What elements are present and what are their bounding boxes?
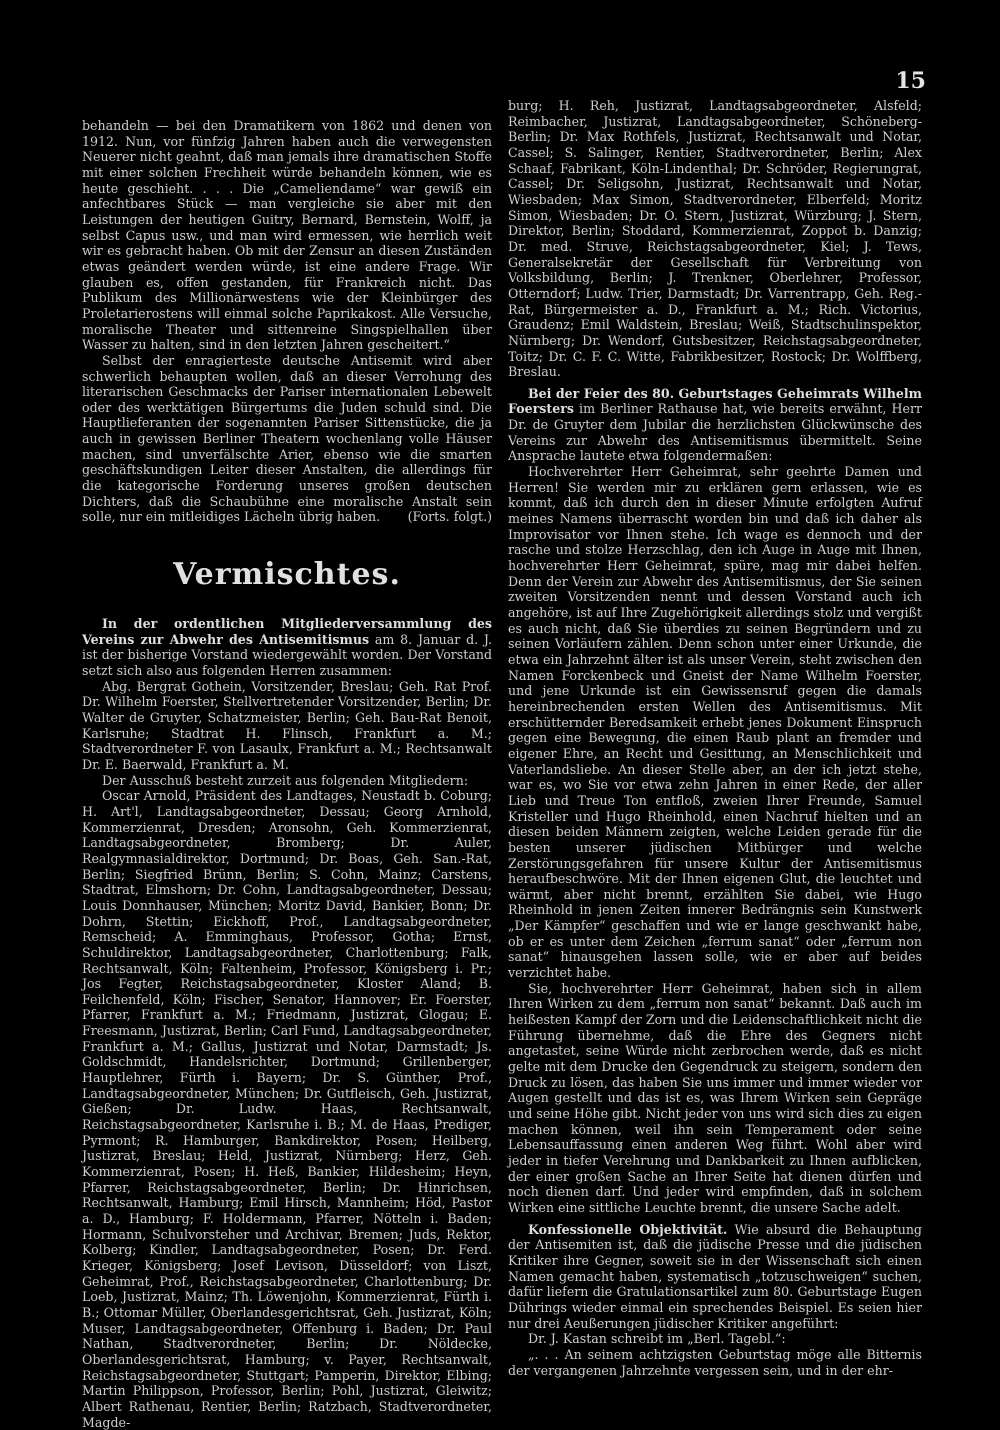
paragraph-antisemit (82, 353, 492, 525)
assembly-text: am 8. Januar d. J. ist der bisherige Vorstand wiedergewählt worden. Der Vorstand setzt sich also aus folgenden Herren zusammen: (82, 631, 493, 679)
paragraph-quote: „. . . An seinem achtzigsten Geburtstag möge alle Bitternis der vergangenen Jahrzehnte vergessen sein, und in der ehr- (508, 1346, 922, 1378)
objectivity-lead: Konfessionelle Objektivität. (528, 1221, 728, 1237)
paragraph-antisemit-text: Selbst der enragierteste deutsche Antisemit wird aber schwerlich behaupten wollen, daß an dieser Verrohung des literarischen Geschmacks der Pariser internationalen Lebewelt oder des werktätigen Bürgertums die Juden schuld sind. Die Hauptlieferanten der sogenannten Pariser Sittenstücke, die ja auch in gewissen Berliner Theatern wochenlang volle Häuser machen, sind unverfälschte Arier, ebenso wie die smarten geschäftskundigen Leiter dieser Anstalten, die allerdings für die kategorische Forderung unseres großen deutschen Dichters, daß die Schaubühne eine moralische Anstalt sein solle, nur ein mitleidiges Lächeln übrig haben. (82, 352, 492, 525)
birthday-lead: Bei der Feier des 80. Geburtstages Geheimrats Wilhelm Foersters (508, 385, 922, 417)
paragraph-theater-continued: behandeln — bei den Dramatikern von 1862 und denen von 1912. Nun, vor fünfzig Jahren haben auch die verwegensten Neuerer nicht geahnt, daß man jemals ihre dramatischen Stoffe mit einer solchen Frechheit würde behandeln können, wie es heute geschieht. . . . Die „Cameliendame“ war gewiß ein anfechtbares Stück — man vergleiche sie aber mit den Leistungen der heutigen Guitry, Bernard, Bernstein, Wolff, ja selbst Capus usw., und man wird ermessen, wie herrlich weit wir es gebracht haben. Ob mit der Zensur an diesen Zuständen etwas geändert werden würde, ist eine andere Frage. Wir glauben es, offen gestanden, für Frankreich nicht. Das Publikum des Millionärwestens wie der Kleinbürger des Proletarierostens will einmal solche Paprikakost. Alle Versuche, moralische Theater und sittenreine Singspielhallen über Wasser zu halten, sind in den letzten Jahren gescheitert.“ (82, 118, 492, 353)
paragraph-assembly (82, 616, 492, 679)
paragraph-objectivity (508, 1222, 922, 1332)
paragraph-birthday (508, 386, 922, 464)
section-title: Vermischtes. (173, 557, 401, 593)
paragraph-kastan: Dr. J. Kastan schreibt im „Berl. Tagebl.“: (528, 1331, 786, 1347)
page-number: 15 (895, 68, 926, 94)
paragraph-speech-2: Sie, hochverehrter Herr Geheimrat, haben sich in allem Ihren Wirken zu dem „ferrum non sanat“ bekannt. Daß auch im heißesten Kampf der Zorn und die Leidenschaftlichkeit nicht die Führung übernehme, daß die Ehre des Gegners nicht angetastet, seine Würde nicht zerbrochen werde, daß es nicht gelte mit dem Drucke den Gegendruck zu steigern, sondern den Druck zu lösen, das haben Sie uns immer und immer wieder vor Augen gestellt und das ist es, was Ihrem Wirken sein Gepräge und seine Höhe gibt. Nicht jeder von uns wird sich dies zu eigen machen können, weil ihn sein Temperament oder seine Lebensauffassung einen anderen Weg führt. Wohl aber wird jeder in tiefer Verehrung und Dankbarkeit zu Ihnen aufblicken, der einer großen Sache an Ihrer Seite hat dienen dürfen und noch dienen darf. Und jeder wird empfinden, daß in solchem Wirken eine sittliche Leuchte brennt, die unsere Sache adelt. (508, 980, 922, 1215)
right-column (508, 98, 922, 1378)
continuation-note: (Forts. folgt.) (407, 509, 492, 525)
paragraph-members-continued: burg; H. Reh, Justizrat, Landtagsabgeordneter, Alsfeld; Reimbacher, Justizrat, Landtagsabgeordneter, Schöneberg-Berlin; Dr. Max Rothfels, Justizrat, Rechtsanwalt und Notar, Cassel; S. Salinger, Rentier, Stadtverordneter, Berlin; Alex Schaaf, Fabrikant, Köln-Lindenthal; Dr. Schröder, Regierungrat, Cassel; Dr. Seligsohn, Justizrat, Rechtsanwalt und Notar, Wiesbaden; Max Simon, Stadtverordneter, Elberfeld; Moritz Simon, Wiesbaden; Dr. O. Stern, Justizrat, Würzburg; J. Stern, Direktor, Berlin; Stoddard, Kommerzienrat, Zoppot b. Danzig; Dr. med. Struve, Reichstagsabgeordneter, Kiel; J. Tews, Generalsekretär der Gesellschaft für Verbreitung von Volksbildung, Berlin; J. Trenkner, Oberlehrer, Professor, Otterndorf; Ludw. Trier, Darmstadt; Dr. Varrentrapp, Geh. Reg.-Rat, Bürgermeister a. D., Frankfurt a. M.; Rich. Victorius, Graudenz; Emil Waldstein, Breslau; Weiß, Stadtschulinspektor, Nürnberg; Dr. Wendorf, Gutsbesitzer, Reichstagsabgeordneter, Toitz; Dr. C. F. C. Witte, Fabrikbesitzer, Rostock; Dr. Wolffberg, Breslau. (508, 98, 922, 380)
birthday-text: im Berliner Rathause hat, wie bereits erwähnt, Herr Dr. de Gruyter dem Jubilar die herzlichsten Glückwünsche des Vereins zur Abwehr des Antisemitismus übermittelt. Seine Ansprache lautete etwa folgendermaßen: (508, 401, 922, 464)
paragraph-committee-intro: Der Ausschuß besteht zurzeit aus folgenden Mitgliedern: (102, 772, 469, 788)
objectivity-text: Wie absurd die Behauptung der Antisemiten ist, daß die jüdische Presse und die jüdischen Kritiker ihre Gegner, soweit sie in der Wissenschaft sich einen Namen gemacht haben, systematisch „totzuschweigen“ suchen, dafür liefern die Gratulationsartikel zum 80. Geburtstage Eugen Dührings wieder einmal ein sprechendes Beispiel. Es seien hier nur drei Aeußerungen jüdischer Kritiker angeführt: (508, 1221, 922, 1331)
paragraph-committee-members: Oscar Arnold, Präsident des Landtages, Neustadt b. Coburg; H. Art'l, Landtagsabgeordneter, Dessau; Georg Arnhold, Kommerzienrat, Dresden; Aronsohn, Geh. Kommerzienrat, Landtagsabgeordneter, Bromberg; Dr. Auler, Realgymnasialdirektor, Dortmund; Dr. Boas, Geh. San.-Rat, Berlin; Siegfried Brünn, Berlin; S. Cohn, Mainz; Carstens, Stadtrat, Elmshorn; Dr. Cohn, Landtagsabgeordneter, Dessau; Louis Donnhauser, München; Moritz David, Bankier, Bonn; Dr. Dohrn, Stettin; Eickhoff, Prof., Landtagsabgeordneter, Remscheid; A. Emminghaus, Professor, Gotha; Ernst, Schuldirektor, Landtagsabgeordneter, Charlottenburg; Falk, Rechtsanwalt, Köln; Faltenheim, Professor, Königsberg i. Pr.; Jos Fegter, Reichstagsabgeordneter, Kloster Aland; B. Feilchenfeld, Köln; Fischer, Senator, Hannover; Er. Foerster, Pfarrer, Frankfurt a. M.; Friedmann, Justizrat, Glogau; E. Freesmann, Justizrat, Berlin; Carl Fund, Landtagsabgeordneter, Frankfurt a. M.; Gallus, Justizrat und Notar, Darmstadt; Js. Goldschmidt, Handelsrichter, Dortmund; Grillenberger, Hauptlehrer, Fürth i. Bayern; Dr. S. Günther, Prof., Landtagsabgeordneter, München; Dr. Gutfleisch, Geh. Justizrat, Gießen; Dr. Ludw. Haas, Rechtsanwalt, Reichstagsabgeordneter, Karlsruhe i. B.; M. de Haas, Prediger, Pyrmont; R. Hamburger, Bankdirektor, Posen; Heilberg, Justizrat, Breslau; Held, Justizrat, Nürnberg; Herz, Geh. Kommerzienrat, Posen; H. Heß, Bankier, Hildesheim; Heyn, Pfarrer, Reichstagsabgeordneter, Berlin; Dr. Hinrichsen, Rechtsanwalt, Hamburg; Emil Hirsch, Mannheim; Höd, Pastor a. D., Hamburg; F. Holdermann, Pfarrer, Nötteln i. Baden; Hormann, Schulvorsteher und Archivar, Bremen; Juds, Rektor, Kolberg; Kindler, Landtagsabgeordneter, Posen; Dr. Ferd. Krieger, Königsberg; Josef Levison, Düsseldorf; von Liszt, Geheimrat, Prof., Reichstagsabgeordneter, Charlottenburg; Dr. Loeb, Justizrat, Mainz; Th. Löwenjohn, Kommerzienrat, Fürth i. B.; Ottomar Müller, Oberlandesgerichtsrat, Geh. Justizrat, Köln; Muser, Landtagsabgeordneter, Offenburg i. Baden; Dr. Paul Nathan, Stadtverordneter, Berlin; Dr. Nöldecke, Oberlandesgerichtsrat, Hamburg; v. Payer, Rechtsanwalt, Reichstagsabgeordneter, Stuttgart; Pamperin, Direktor, Elbing; Martin Philippson, Professor, Berlin; Pohl, Justizrat, Gleiwitz; Albert Rathenau, Rentier, Berlin; Ratzbach, Stadtverordneter, Magde- (82, 788, 492, 1430)
paragraph-speech: Hochverehrter Herr Geheimrat, sehr geehrte Damen und Herren! Sie werden mir zu erklären gern erlassen, wie es kommt, daß ich durch den in dieser Minute erfolgten Aufruf meines Namens überrascht worden bin und daß ich daher als Improvisator vor Ihnen stehe. Ich wage es dennoch und der rasche und stolze Herzschlag, den ich Auge in Auge mit Ihnen, hochverehrter Herr Geheimrat, spüre, mag mir dabei helfen. Denn der Verein zur Abwehr des Antisemitismus, der Sie seinen zweiten Vorsitzenden nennt und dessen Vorstand auch ich angehöre, ist auf Ihre Zugehörigkeit allerdings stolz und vergißt es auch nicht, daß Sie überdies zu seinen Begründern und zu seinen Vorläufern zählen. Denn schon unter einer Urkunde, die etwa ein Jahrzehnt älter ist als unser Verein, steht zwischen den Namen Forckenbeck und Gneist der Name Wilhelm Foerster, und jene Urkunde ist ein Gewissensruf gegen die damals hereinbrechenden ersten Wellen des Antisemitismus. Mit erschütternder Beredsamkeit erhebt jenes Dokument Einspruch gegen eine Bewegung, die einen Raub plant an fremder und eigener Ehre, an Recht und Gesittung, an Menschlichkeit und Vaterlandsliebe. An dieser Stelle aber, an der ich jetzt stehe, war es, wo Sie vor etwa zehn Jahren in einer Rede, der aller Lieb und Treue Ton entfloß, zweien Ihrer Freunde, Samuel Kristeller und Hugo Rheinhold, einen Nachruf hielten und an diesen beiden Männern zeigten, welche Leiden gerade für die besten unserer jüdischen Mitbürger und welche Zerstörungsgefahren für unsere Kultur der Antisemitismus heraufbeschwöre. Mit der Ihnen eigenen Glut, die leuchtet und wärmt, aber nicht brennt, erzählten Sie dabei, wie Hugo Rheinhold in jenen Zeiten innerer Bedrängnis sein Kunstwerk „Der Kämpfer“ geschaffen und wie er lange geschwankt habe, ob er es unter dem Zeichen „ferrum sanat“ oder „ferrum non sanat“ hinausgehen lassen solle, wie er aber auf beides verzichtet habe. (508, 464, 922, 981)
assembly-lead: In der ordentlichen Mitgliederversammlung des Vereins zur Abwehr des Antisemitismus (82, 616, 492, 647)
left-column (82, 118, 492, 1430)
paragraph-board-list: Abg. Bergrat Gothein, Vorsitzender, Breslau; Geh. Rat Prof. Dr. Wilhelm Foerster, Stellvertretender Vorsitzender, Berlin; Dr. Walter de Gruyter, Schatzmeister, Berlin; Geh. Bau-Rat Benoit, Karlsruhe; Stadtrat H. Flinsch, Frankfurt a. M.; Stadtverordneter F. von Lasaulx, Frankfurt a. M.; Rechtsanwalt Dr. E. Baerwald, Frankfurt a. M. (82, 678, 492, 772)
